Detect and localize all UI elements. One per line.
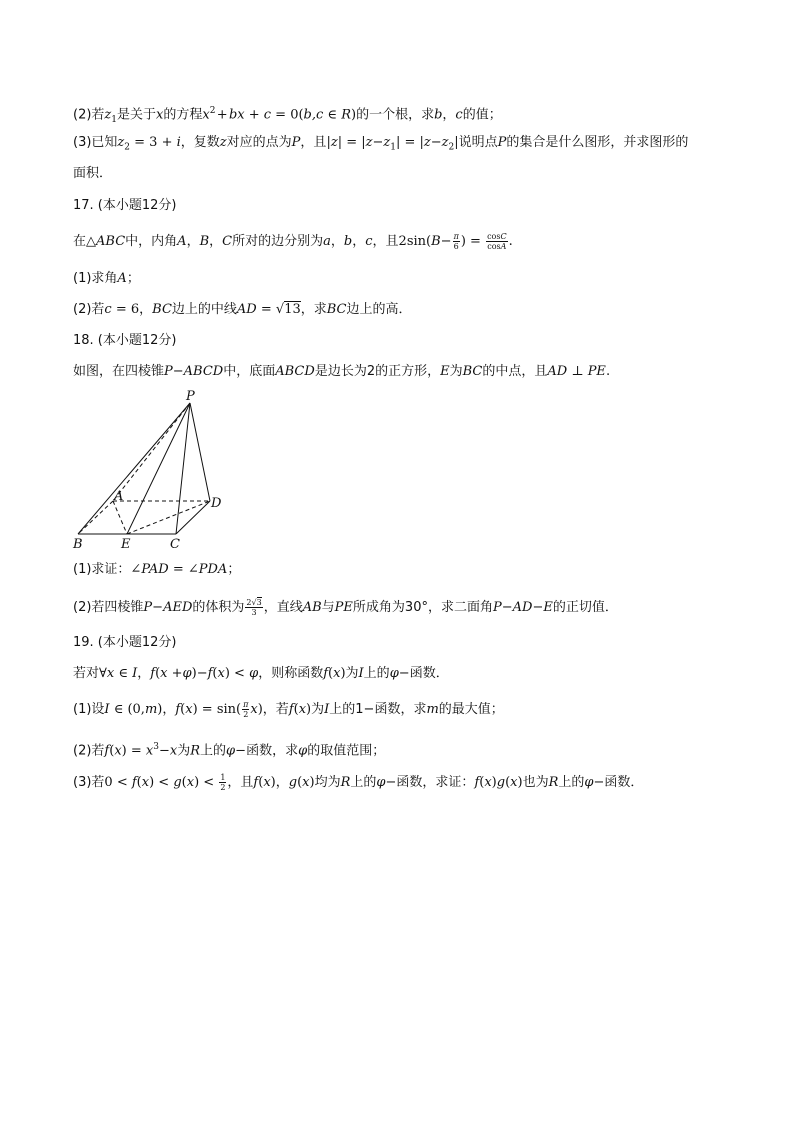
- text-span: ，: [275, 775, 289, 790]
- text-span: (1)设: [73, 702, 105, 717]
- edge-PE: [127, 403, 190, 534]
- q17-part2: (2)若c = 6，BC边上的中线AD = √13，求BC边上的高．: [73, 302, 412, 317]
- text-span: ，: [352, 234, 366, 249]
- label-C: C: [170, 537, 180, 552]
- text-span: (2)若四棱锥: [73, 600, 144, 615]
- text-span: ；: [227, 562, 241, 577]
- text-span: 边上的高．: [346, 302, 412, 317]
- text-span: ，: [442, 107, 456, 123]
- question-header: 18. (本小题12分): [73, 333, 177, 348]
- text-span: 函数．: [409, 666, 449, 681]
- fraction: $\frac{\cos C}{\cos A}$: [487, 232, 507, 251]
- pyramid-figure: [70, 388, 240, 556]
- text-span: ，且: [300, 135, 327, 150]
- text-span: (1)求角: [73, 271, 118, 286]
- text-span: 的最大值；: [438, 702, 504, 717]
- q17-stem: 在△ABC中，内角A，B，C所对的边分别为a，b，c，且2sin(B− $\frac{\pi}{6}$ ) = $\frac{\cos C}{\cos A}$ .: [73, 232, 513, 251]
- label-D: D: [211, 496, 222, 511]
- math: P: [497, 135, 507, 150]
- edge-ED: [127, 501, 210, 534]
- text-span: 是关于: [117, 107, 157, 123]
- text-span: ，复数: [180, 135, 220, 150]
- math: z: [219, 135, 227, 150]
- text-span: ，直线: [263, 600, 303, 615]
- text-span: (2)若: [73, 107, 105, 123]
- text-span: 是边长为2的正方形，: [314, 364, 441, 379]
- text-span: 函数，求: [246, 743, 299, 759]
- text-span: ，则称函数: [258, 666, 324, 681]
- text-span: 对应的点为: [226, 135, 292, 150]
- text-span: 为: [177, 743, 191, 759]
- q19-header: [73, 634, 177, 652]
- q17-header: [73, 197, 177, 215]
- text-span: 上的: [558, 775, 585, 790]
- q19-part1: (1)设I ∈ (0,m)，f(x) = sin( $\frac{\pi}{2}$ x)，若f(x)为I上的1−函数，求m的最大值；: [73, 700, 504, 719]
- text-span: 为: [311, 702, 325, 717]
- text-span: 为: [449, 364, 463, 379]
- text-span: 在: [73, 234, 87, 249]
- text-span: ，且: [372, 234, 399, 249]
- text-span: ，: [137, 666, 151, 681]
- text-span: 上的: [350, 775, 377, 790]
- text-span: ，: [162, 702, 176, 717]
- text-span: ，: [330, 234, 344, 249]
- edge-AE: [113, 501, 127, 534]
- text-span: 若对: [73, 666, 100, 681]
- label-B: B: [73, 537, 83, 552]
- text-span: 的正切值．: [552, 600, 618, 615]
- edge-PC: [176, 403, 190, 534]
- text-span: 与: [321, 600, 335, 615]
- label-A: A: [114, 489, 124, 504]
- fraction: $\frac{2√3}{3}$: [246, 598, 262, 617]
- text-span: 中，内角: [125, 234, 178, 249]
- question-header: 17. (本小题12分): [73, 198, 177, 213]
- text-span: 的一个根，求: [356, 107, 435, 123]
- text-span: 中，底面: [223, 364, 276, 379]
- q18-part2: (2)若四棱锥P−AED的体积为 $\frac{2√3}{3}$ ，直线AB与PE所成角为30°，求二面角P−AD−E的正切值．: [73, 598, 618, 617]
- text-span: 所成角为30°，求二面角: [352, 600, 493, 615]
- text-span: ，: [139, 302, 153, 317]
- text-span: 的取值范围；: [307, 743, 386, 759]
- text-span: 所对的边分别为: [232, 234, 324, 249]
- math: b: [434, 107, 443, 123]
- text-span: ，: [186, 234, 200, 249]
- text-span: 上的: [363, 666, 390, 681]
- q18-part1: (1)求证：∠PAD = ∠PDA；: [73, 562, 241, 577]
- text-span: (3)已知: [73, 135, 118, 150]
- label-E: E: [121, 537, 131, 552]
- q16-part3-cont: [73, 165, 112, 183]
- q16-part2: (2)若$z_1$是关于x的方程$x^2$ + bx + c = 0(b,c ∈ R)的一个根，求b，c的值；: [73, 106, 502, 125]
- text-span: 边上的中线: [171, 302, 237, 317]
- fraction: $\frac{\pi}{6}$: [453, 232, 459, 251]
- text-span: ，且: [227, 775, 254, 790]
- text-span: 面积．: [73, 166, 113, 181]
- text-span: 的集合是什么图形，并求图形的: [506, 135, 689, 150]
- text-span: (2)若: [73, 302, 105, 317]
- math: P: [291, 135, 301, 150]
- text-span: 的值；: [462, 107, 502, 123]
- math: + bx + c: [215, 107, 272, 123]
- text-span: ，求: [300, 302, 327, 317]
- text-span: (2)若: [73, 743, 105, 759]
- text-span: ，: [209, 234, 223, 249]
- fraction: $\frac{1}{2}$: [220, 773, 226, 792]
- q19-stem: 若对∀x ∈ I，f(x +φ)−f(x) < φ，则称函数f(x)为I上的φ−函数．: [73, 666, 449, 681]
- text-span: (3)若: [73, 775, 105, 790]
- text-span: 的方程: [163, 107, 203, 123]
- q16-part3: (3)已知$z_2 = 3 + i$，复数z对应的点为P，且$|z| = |z-z_1| = |z-z_2|$说明点P的集合是什么图形，并求图形的: [73, 135, 689, 153]
- text-span: 为: [345, 666, 359, 681]
- q19-part2: (2)若$f(x) = x^3-x$为R上的φ−函数，求φ的取值范围；: [73, 742, 386, 759]
- label-P: P: [186, 389, 195, 404]
- text-span: 上的1−函数，求: [329, 702, 427, 717]
- q18-header: [73, 332, 177, 350]
- text-span: 说明点: [458, 135, 498, 150]
- math: z: [117, 135, 125, 150]
- text-span: ，若: [262, 702, 289, 717]
- text-span: 函数，求证：: [396, 775, 475, 790]
- text-span: 函数．: [604, 775, 644, 790]
- fraction: $\frac{\pi}{2}$: [243, 700, 249, 719]
- text-span: 均为: [314, 775, 341, 790]
- text-span: 上的: [200, 743, 227, 759]
- text-span: 的中点，且: [482, 364, 548, 379]
- text-span: 如图，在四棱锥: [73, 364, 165, 379]
- q18-stem: 如图，在四棱锥P−ABCD中，底面ABCD是边长为2的正方形，E为BC的中点，且AD ⊥ PE.: [73, 364, 611, 379]
- edge-PA: [113, 403, 190, 501]
- text-span: 的体积为: [192, 600, 245, 615]
- math: c: [455, 107, 463, 123]
- text-span: 也为: [522, 775, 549, 790]
- q19-part3: (3)若0 < f(x) < g(x) < $\frac{1}{2}$ ，且f(x)，g(x)均为R上的φ−函数，求证：f(x)g(x)也为R上的φ−函数．: [73, 773, 644, 792]
- question-header: 19. (本小题12分): [73, 635, 177, 650]
- q17-part1: (1)求角A；: [73, 271, 140, 286]
- text-span: (1)求证：: [73, 562, 131, 577]
- math: ABC: [96, 234, 126, 249]
- edge-CD: [176, 501, 210, 534]
- text-span: ；: [126, 271, 140, 286]
- edge-PB: [78, 403, 190, 534]
- math: x: [202, 107, 210, 123]
- edge-AB: [78, 501, 113, 534]
- math: x: [156, 107, 164, 123]
- math: z: [104, 107, 112, 123]
- edge-PD: [190, 403, 210, 501]
